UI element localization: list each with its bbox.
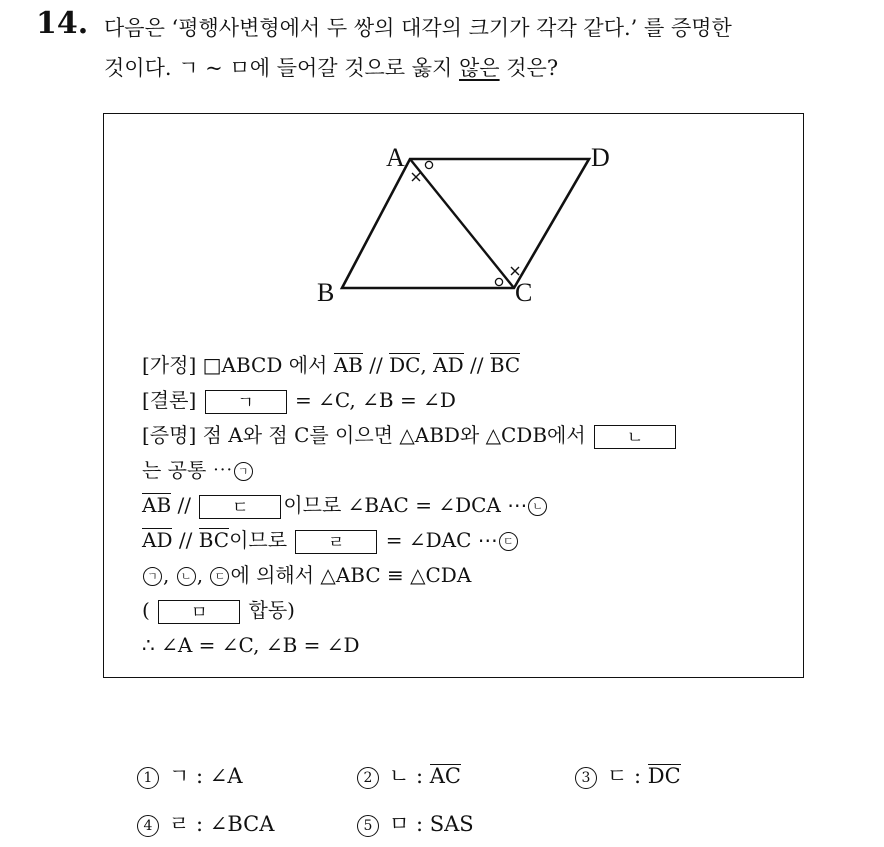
choice-5[interactable] bbox=[357, 808, 474, 838]
proof-therefore: ∴ ∠A = ∠C, ∠B = ∠D bbox=[142, 633, 360, 657]
segment-bc: BC bbox=[489, 353, 521, 377]
angle-mark-circle-c bbox=[495, 278, 502, 285]
text: , bbox=[420, 353, 434, 377]
text: : bbox=[409, 764, 430, 788]
proof-box bbox=[103, 113, 804, 678]
parallel-sign: // bbox=[463, 353, 490, 377]
segment-ab: AB bbox=[333, 353, 363, 377]
choice-value: AC bbox=[429, 764, 461, 788]
blank-box-2: ㄴ bbox=[594, 425, 676, 449]
text: : bbox=[409, 812, 430, 836]
choice-number: 4 bbox=[137, 815, 159, 837]
text: = ∠C, ∠B = ∠D bbox=[288, 388, 456, 412]
diagonal-ac bbox=[410, 159, 514, 288]
circled-mark-1: ㄱ bbox=[234, 462, 253, 481]
text: , bbox=[163, 563, 176, 587]
proof-step-4 bbox=[142, 526, 519, 554]
text: , bbox=[196, 563, 210, 587]
vertex-label-d: D bbox=[591, 143, 610, 172]
angle-mark-cross-c bbox=[511, 267, 519, 275]
choice-2[interactable] bbox=[357, 760, 461, 790]
choice-letter: ㄷ bbox=[607, 764, 628, 788]
parallelogram-shape bbox=[342, 159, 589, 288]
vertex-label-b: B bbox=[317, 278, 335, 307]
text: [가정] □ABCD 에서 bbox=[142, 353, 334, 377]
proof-step-3 bbox=[142, 491, 548, 519]
choice-value: ∠BCA bbox=[209, 812, 275, 836]
blank-box-5: ㅁ bbox=[158, 600, 240, 624]
blank-box-4: ㄹ bbox=[295, 530, 377, 554]
choice-number: 3 bbox=[575, 767, 597, 789]
circled-mark-2: ㄴ bbox=[528, 497, 547, 516]
proof-step-2 bbox=[142, 456, 254, 484]
proof-step-6 bbox=[142, 596, 295, 624]
choice-4[interactable] bbox=[137, 808, 274, 838]
text: 는 공통 ⋯ bbox=[142, 458, 233, 482]
proof-conclusion bbox=[142, 386, 456, 414]
parallel-sign: // bbox=[362, 353, 390, 377]
segment-bc: BC bbox=[198, 528, 230, 552]
choice-letter: ㅁ bbox=[389, 812, 410, 836]
blank-box-3: ㄷ bbox=[199, 495, 281, 519]
blank-box-1: ㄱ bbox=[205, 390, 287, 414]
segment-ad: AD bbox=[433, 353, 464, 377]
choice-value: DC bbox=[647, 764, 681, 788]
choice-number: 2 bbox=[357, 767, 379, 789]
parallelogram-figure bbox=[104, 114, 804, 314]
question-text-line1: 다음은 ‘평행사변형에서 두 쌍의 대각의 크기가 각각 같다.’ 를 증명한 bbox=[104, 16, 732, 40]
vertex-label-a: A bbox=[386, 143, 405, 172]
circled-mark-3: ㄷ bbox=[210, 567, 229, 586]
question-text-part: 것이다. ㄱ ~ ㅁ에 들어갈 것으로 옳지 bbox=[104, 56, 460, 80]
proof-step-5 bbox=[142, 561, 471, 589]
text: [결론] bbox=[142, 388, 203, 412]
circled-mark-3: ㄷ bbox=[499, 532, 518, 551]
question-text-line2 bbox=[104, 52, 558, 82]
parallel-sign: // bbox=[172, 528, 199, 552]
choice-1[interactable] bbox=[137, 760, 243, 790]
text: ( bbox=[142, 598, 157, 622]
text: : bbox=[189, 764, 210, 788]
segment-ab: AB bbox=[142, 493, 172, 517]
text: 합동) bbox=[242, 598, 295, 622]
angle-mark-circle-a bbox=[425, 161, 432, 168]
question-number: 14. bbox=[36, 6, 89, 41]
circled-mark-2: ㄴ bbox=[177, 567, 196, 586]
choice-value: SAS bbox=[429, 812, 474, 836]
segment-ad: AD bbox=[142, 528, 173, 552]
text: 이므로 ∠BAC = ∠DCA ⋯ bbox=[283, 493, 528, 517]
choice-value: ∠A bbox=[209, 764, 243, 788]
choice-letter: ㄴ bbox=[389, 764, 410, 788]
parallel-sign: // bbox=[171, 493, 198, 517]
choice-3[interactable] bbox=[575, 760, 681, 790]
proof-hypothesis bbox=[142, 351, 520, 379]
segment-dc: DC bbox=[389, 353, 421, 377]
question-emphasis: 않은 bbox=[459, 56, 500, 80]
choice-number: 1 bbox=[137, 767, 159, 789]
vertex-label-c: C bbox=[515, 278, 533, 307]
question-text-part: 것은? bbox=[499, 56, 559, 80]
text: : bbox=[627, 764, 648, 788]
proof-step-1 bbox=[142, 421, 678, 449]
circled-mark-1: ㄱ bbox=[143, 567, 162, 586]
choice-number: 5 bbox=[357, 815, 379, 837]
choice-letter: ㄹ bbox=[169, 812, 190, 836]
choice-letter: ㄱ bbox=[169, 764, 190, 788]
text: 에 의해서 △ABC ≡ △CDA bbox=[230, 563, 472, 587]
text: : bbox=[189, 812, 210, 836]
angle-mark-cross-a bbox=[412, 173, 420, 181]
text: = ∠DAC ⋯ bbox=[379, 528, 498, 552]
text: 이므로 bbox=[229, 528, 294, 552]
text: [증명] 점 A와 점 C를 이으면 △ABD와 △CDB에서 bbox=[142, 423, 593, 447]
